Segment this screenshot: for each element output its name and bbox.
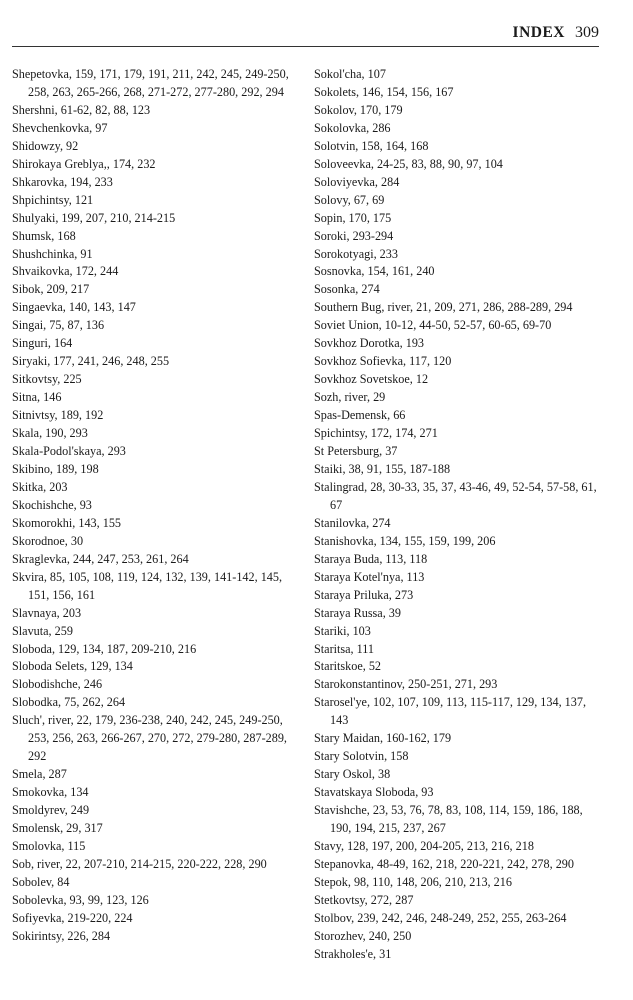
index-entry: Stanilovka, 274 — [314, 515, 391, 530]
index-entry: Singuri, 164 — [12, 336, 73, 351]
index-entry: Sokol'cha, 107 — [314, 67, 386, 81]
index-entry: Skvira, 85, 105, 108, 119, 124, 132, 139, 141-142, 145, 151, 156, 161 — [12, 569, 283, 602]
index-entry: Shershni, 61-62, 82, 88, 123 — [12, 102, 151, 117]
index-entry: Sovkhoz Dorotka, 193 — [314, 336, 425, 351]
index-entry: Siryaki, 177, 241, 246, 248, 255 — [12, 354, 170, 369]
index-entry: Skraglevka, 244, 247, 253, 261, 264 — [12, 551, 189, 566]
index-entry: Staraya Kotel'nya, 113 — [314, 569, 425, 584]
header-title: INDEX — [512, 24, 565, 41]
index-entry: Staraya Priluka, 273 — [314, 587, 414, 602]
index-column-left — [12, 66, 302, 946]
index-entry: Shvaikovka, 172, 244 — [12, 264, 119, 279]
index-entry: Shevchenkovka, 97 — [12, 120, 108, 135]
index-entry: Sokolov, 170, 179 — [314, 102, 403, 117]
index-entry: Sovkhoz Sovetskoe, 12 — [314, 372, 429, 387]
index-entry: Singai, 75, 87, 136 — [12, 318, 105, 333]
index-entry: Slobodka, 75, 262, 264 — [12, 695, 126, 710]
index-entry: Stetkovtsy, 272, 287 — [314, 892, 414, 907]
index-entry: Sobolevka, 93, 99, 123, 126 — [12, 892, 149, 907]
index-entry: Sopin, 170, 175 — [314, 210, 392, 225]
running-header — [12, 24, 599, 47]
index-entry: Stalingrad, 28, 30-33, 35, 37, 43-46, 49, 52-54, 57-58, 61, 67 — [314, 479, 597, 512]
index-entry: Slobodishche, 246 — [12, 677, 103, 692]
index-entry: Stariki, 103 — [314, 623, 371, 638]
index-entry: Sorokotyagi, 233 — [314, 246, 398, 261]
index-entry: Skibino, 189, 198 — [12, 461, 99, 476]
index-entry: Spichintsy, 172, 174, 271 — [314, 426, 438, 441]
index-entry: Slavuta, 259 — [12, 623, 73, 638]
index-entry: Stavy, 128, 197, 200, 204-205, 213, 216, 218 — [314, 838, 534, 853]
index-entry: Smolensk, 29, 317 — [12, 821, 103, 836]
index-entry: Stolbov, 239, 242, 246, 248-249, 252, 255, 263-264 — [314, 910, 567, 925]
index-entry: Sokirintsy, 226, 284 — [12, 928, 111, 943]
index-entry: Staritsa, 111 — [314, 641, 375, 656]
index-entry: Sluch', river, 22, 179, 236-238, 240, 242, 245, 249-250, 253, 256, 263, 266-267, 270, 272, 279-280, 287-289, 292 — [12, 713, 287, 764]
index-entry: Stary Solotvin, 158 — [314, 749, 409, 764]
index-entry: Sovkhoz Sofievka, 117, 120 — [314, 354, 452, 369]
index-entry: Shepetovka, 159, 171, 179, 191, 211, 242, 245, 249-250, 258, 263, 265-266, 268, 271-272, 277-280, 292, 294 — [12, 67, 289, 99]
index-entry: Skala-Podol'skaya, 293 — [12, 444, 126, 459]
index-entry: Staraya Russa, 39 — [314, 605, 401, 620]
index-entry: Sofiyevka, 219-220, 224 — [12, 910, 133, 925]
index-entry: Sokolets, 146, 154, 156, 167 — [314, 84, 454, 99]
index-entry: Shpichintsy, 121 — [12, 192, 94, 207]
index-entry: Smolovka, 115 — [12, 838, 86, 853]
index-entry: Stary Oskol, 38 — [314, 767, 391, 782]
index-entry: Shirokaya Greblya,, 174, 232 — [12, 156, 156, 171]
index-entry: Stary Maidan, 160-162, 179 — [314, 731, 452, 746]
index-entry: Shidowzy, 92 — [12, 138, 79, 153]
index-entry: Shkarovka, 194, 233 — [12, 174, 113, 189]
index-entry: Soloviyevka, 284 — [314, 174, 400, 189]
index-entry: Shushchinka, 91 — [12, 246, 93, 261]
index-entry: Shulyaki, 199, 207, 210, 214-215 — [12, 210, 176, 225]
index-column-right — [314, 66, 604, 964]
index-entry: Skitka, 203 — [12, 479, 68, 494]
index-entry: Sosonka, 274 — [314, 282, 380, 297]
index-entry: Slavnaya, 203 — [12, 605, 82, 620]
index-entry: Skorodnoe, 30 — [12, 533, 84, 548]
index-entry: Stavatskaya Sloboda, 93 — [314, 785, 434, 800]
index-entry: Smela, 287 — [12, 767, 67, 782]
index-entry: Sibok, 209, 217 — [12, 282, 90, 297]
index-entry: Sob, river, 22, 207-210, 214-215, 220-222, 228, 290 — [12, 856, 267, 871]
index-entry: Storozhev, 240, 250 — [314, 928, 412, 943]
index-entry: Shumsk, 168 — [12, 228, 76, 243]
index-entry: Strakholes'e, 31 — [314, 946, 392, 961]
index-entry: Smoldyrev, 249 — [12, 803, 90, 818]
index-entry: Sitna, 146 — [12, 390, 62, 405]
page-number: 309 — [575, 24, 599, 41]
index-entry: Sozh, river, 29 — [314, 390, 386, 405]
index-entry: St Petersburg, 37 — [314, 444, 398, 459]
index-entry: Staraya Buda, 113, 118 — [314, 551, 428, 566]
index-entry: Sosnovka, 154, 161, 240 — [314, 264, 435, 279]
index-entry: Smokovka, 134 — [12, 785, 89, 800]
index-entry: Singaevka, 140, 143, 147 — [12, 300, 136, 315]
index-entry: Soloveevka, 24-25, 83, 88, 90, 97, 104 — [314, 156, 503, 171]
index-entry: Sitnivtsy, 189, 192 — [12, 408, 104, 423]
index-entry: Staiki, 38, 91, 155, 187-188 — [314, 461, 451, 476]
index-entry: Solovy, 67, 69 — [314, 192, 385, 207]
index-entry: Spas-Demensk, 66 — [314, 408, 406, 423]
index-entry: Skomorokhi, 143, 155 — [12, 515, 122, 530]
index-entry: Sobolev, 84 — [12, 874, 70, 889]
index-entry: Stavishche, 23, 53, 76, 78, 83, 108, 114, 159, 186, 188, 190, 194, 215, 237, 267 — [314, 803, 583, 836]
index-entry: Solotvin, 158, 164, 168 — [314, 138, 429, 153]
index-entry: Sokolovka, 286 — [314, 120, 391, 135]
index-entry: Soroki, 293-294 — [314, 228, 394, 243]
index-entry: Skala, 190, 293 — [12, 426, 88, 441]
index-entry: Staritskoe, 52 — [314, 659, 382, 674]
index-entry: Sloboda, 129, 134, 187, 209-210, 216 — [12, 641, 197, 656]
index-entry: Skochishche, 93 — [12, 497, 92, 512]
index-entry: Stepok, 98, 110, 148, 206, 210, 213, 216 — [314, 874, 512, 889]
index-entry: Sitkovtsy, 225 — [12, 372, 82, 387]
index-entry: Stepanovka, 48-49, 162, 218, 220-221, 242, 278, 290 — [314, 856, 574, 871]
index-entry: Starosel'ye, 102, 107, 109, 113, 115-117, 129, 134, 137, 143 — [314, 695, 586, 728]
index-entry: Stanishovka, 134, 155, 159, 199, 206 — [314, 533, 496, 548]
index-entry: Soviet Union, 10-12, 44-50, 52-57, 60-65, 69-70 — [314, 318, 552, 333]
index-entry: Southern Bug, river, 21, 209, 271, 286, 288-289, 294 — [314, 300, 573, 315]
index-entry: Starokonstantinov, 250-251, 271, 293 — [314, 677, 498, 692]
index-entry: Sloboda Selets, 129, 134 — [12, 659, 133, 674]
